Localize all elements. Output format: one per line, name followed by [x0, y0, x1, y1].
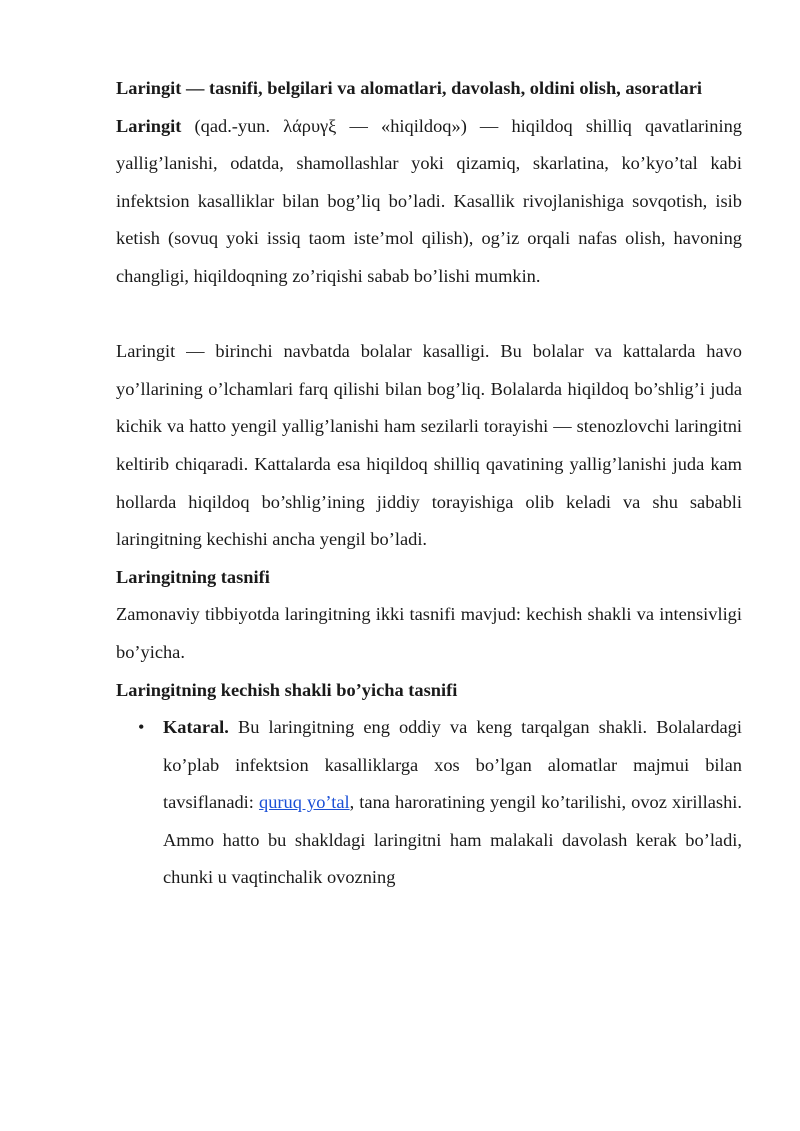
classification-paragraph: Zamonaviy tibbiyotda laringitning ikki tasnifi mavjud: kechish shakli va intensivligi bo’yicha. — [116, 604, 742, 662]
section-heading-classification: Laringitning tasnifi — [116, 566, 270, 587]
document-title: Laringit — tasnifi, belgilari va alomatlari, davolash, oldini olish, asoratlari — [116, 78, 702, 98]
intro-text: (qad.-yun. λάρυγξ — «hiqildoq») — hiqildoq shilliq qavatlarining yallig’lanishi, odatda, shamollashlar yoki qizamiq, skarlatina, ko’kyo’tal kabi infektsion kasalliklar bilan bog’liq bo’ladi. Kasallik rivojlanishiga sovqotish, isib ketish (sovuq yoki issiq taom iste’mol qilish), og’iz orqali nafas olish, havoning changligi, hiqildoqning zo’riqishi sabab bo’lishi mumkin. — [116, 115, 742, 286]
paragraph-spacer — [116, 296, 742, 334]
intro-paragraph — [116, 108, 742, 296]
document-page — [116, 70, 742, 897]
list-item-term: Kataral. — [163, 717, 229, 738]
section-heading-course-form: Laringitning kechish shakli bo’yicha tasnifi — [116, 679, 458, 700]
intro-term: Laringit — [116, 115, 182, 136]
list-item — [116, 709, 742, 897]
classification-list — [116, 709, 742, 897]
list-item-text: Bu laringitning eng oddiy va keng tarqalgan shakli. Bolalardagi ko’plab infektsion kasalliklarga xos bo’lgan alomatlar majmui bilan tavsiflanadi: — [163, 717, 742, 813]
list-item-text-continued: , tana haroratining yengil ko’tarilishi, ovoz xirillashi. Ammo hatto bu shakldagi laringitni ham malakali davolash kerak bo’ladi, chunki u vaqtinchalik ovozning — [163, 792, 742, 888]
body-paragraph: Laringit — birinchi navbatda bolalar kasalligi. Bu bolalar va kattalarda havo yo’llarining o’lchamlari farq qilishi bilan bog’liq. Bolalarda hiqildoq bo’shlig’i juda kichik va hatto yengil yallig’lanishi ham sezilarli torayishi — stenozlovchi laringitni keltirib chiqaradi. Kattalarda esa hiqildoq shilliq qavatining yallig’lanishi juda kam hollarda hiqildoq bo’shlig’ining jiddiy torayishiga olib keladi va shu sababli laringitning kechishi ancha yengil bo’ladi. — [116, 341, 742, 550]
dry-cough-link[interactable]: quruq yo’tal — [259, 792, 350, 813]
bullet-icon: • — [138, 717, 145, 738]
